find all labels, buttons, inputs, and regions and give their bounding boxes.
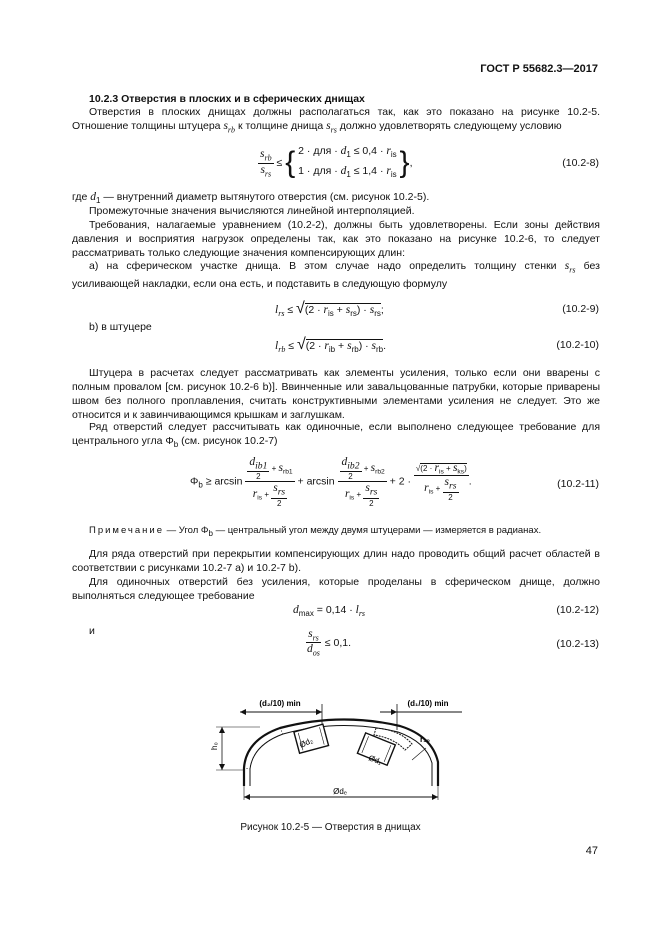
equation-10-2-10: $l_{rb} \le √(2 \cdot r_{ib} + s_{rb}) \cdot s_{rb}$. — [275, 336, 387, 355]
label-d2-min: (d₂/10) min — [259, 699, 301, 708]
label-h0: h₀ — [210, 742, 219, 750]
equation-number-11: (10.2-11) — [557, 478, 599, 490]
label-r: r₁₀ — [420, 735, 431, 744]
paragraph-2: где $d_1$ — внутренний диаметр вытянутого отверстия (см. рисунок 10.2-5). — [72, 191, 430, 206]
equation-10-2-9: $l_{rs} \le √(2 \cdot r_{is} + s_{rs}) \cdot s_{rs}$; — [275, 300, 384, 319]
paragraph-5: а) на сферическом участке днища. В этом случае надо определить толщину стенки $s_{rs}$ без усиливающей накладки, если она есть, и подставить в следующую формулу — [72, 260, 600, 291]
paragraph-9: Для ряда отверстий при перекрытии компенсирующих длин надо проводить общий расчет областей в соответствии с рисунками 10.2-7 a) и 10.2-7 b). — [72, 548, 600, 574]
paragraph-6: b) в штуцере — [89, 321, 152, 333]
and-word: и — [89, 625, 95, 637]
equation-10-2-12: $d_{max} = 0,14 \cdot l_{rs}$ — [293, 604, 366, 619]
equation-number-9: (10.2-9) — [562, 303, 599, 315]
equation-number-12: (10.2-12) — [556, 604, 599, 616]
label-d1: Ød₁ — [367, 753, 383, 767]
page-number: 47 — [585, 845, 598, 857]
paragraph-3: Промежуточные значения вычисляются линейной интерполяцией. — [89, 205, 415, 217]
equation-10-2-11: $\Phi_b \ge \arcsin$ $\frac{d_{ib1}}{2}$ + $s_{rb1}$ $r_{is}$ + $\frac{s_{rs}}{2}$ + arcsin $\frac{d_{ib2}}{2}$ + $s_{rb2}$ $r_{is}$ + $\frac{s_{rs}}{2}$ + 2 · $√(2 \cdot r_{is} + s_{ks})$ $r_{is}$ + $\frac{s_{rs}}{2}$ . — [190, 456, 472, 508]
note-label: Примечание — [89, 525, 164, 536]
section-title: 10.2.3 Отверстия в плоских и в сферических днищах — [89, 93, 365, 105]
label-d2: Ød₂ — [298, 735, 315, 750]
figure-caption: Рисунок 10.2-5 — Отверстия в днищах — [240, 822, 421, 833]
equation-number-8: (10.2-8) — [562, 157, 599, 169]
equation-number-13: (10.2-13) — [556, 638, 599, 650]
paragraph-8: Ряд отверстий следует рассчитывать как одиночные, если выполнено следующее требование для центрального угла $\Phi_b$ (см. рисунок 10.2-7) — [72, 421, 600, 450]
note: Примечание — Угол $\Phi_b$ — центральный угол между двумя штуцерами — измеряется в радианах. — [89, 525, 542, 538]
label-de: Ødₑ — [333, 787, 347, 796]
equation-10-2-13: $\frac{s_{rs}}{d_{os}}$ ≤ 0,1. — [307, 628, 351, 658]
equation-10-2-8: $\frac{s_{rb}}{s_{rs}}$ ≤ { 2 · для · $d_1 \le 0,4 \cdot r_{is}$ 1 · для · $d_1 \le 1,4 \cdot r_{is}$ }, — [260, 145, 413, 180]
paragraph-4: Требования, налагаемые уравнением (10.2-2), должны быть удовлетворены. Если зоны действия давления и восприятия нагрузок определены так, как это показано на рисунке 10.2-6, то следует рассматривать только следующие значения компенсирующих длин: — [72, 219, 600, 259]
paragraph-10: Для одиночных отверстий без усиления, которые проделаны в сферическом днище, должно выполняться следующее требование — [72, 576, 600, 602]
paragraph-7: Штуцера в расчетах следует рассматривать как элементы усиления, только если они вварены с полным провалом [см. рисунок 10.2-6 b)]. Ввинченные или завальцованные патрубки, которые приварены швом без полного проплавления, считать конструктивными элементами усиления не следует. Это же относится и к завинчивающимся крышкам и заглушкам. — [72, 367, 600, 421]
paragraph-1: Отверстия в плоских днищах должны располагаться так, как это показано на рисунке 10.2-5. Отношение толщины штуцера $s_{rb}$ к толщине днища $s_{rs}$ должно удовлетворять следующему условию — [72, 106, 600, 135]
standard-header: ГОСТ Р 55682.3—2017 — [480, 63, 598, 75]
equation-number-10: (10.2-10) — [556, 339, 599, 351]
label-d1-min: (d₁/10) min — [407, 699, 449, 708]
figure-dished-head-openings — [200, 690, 470, 815]
